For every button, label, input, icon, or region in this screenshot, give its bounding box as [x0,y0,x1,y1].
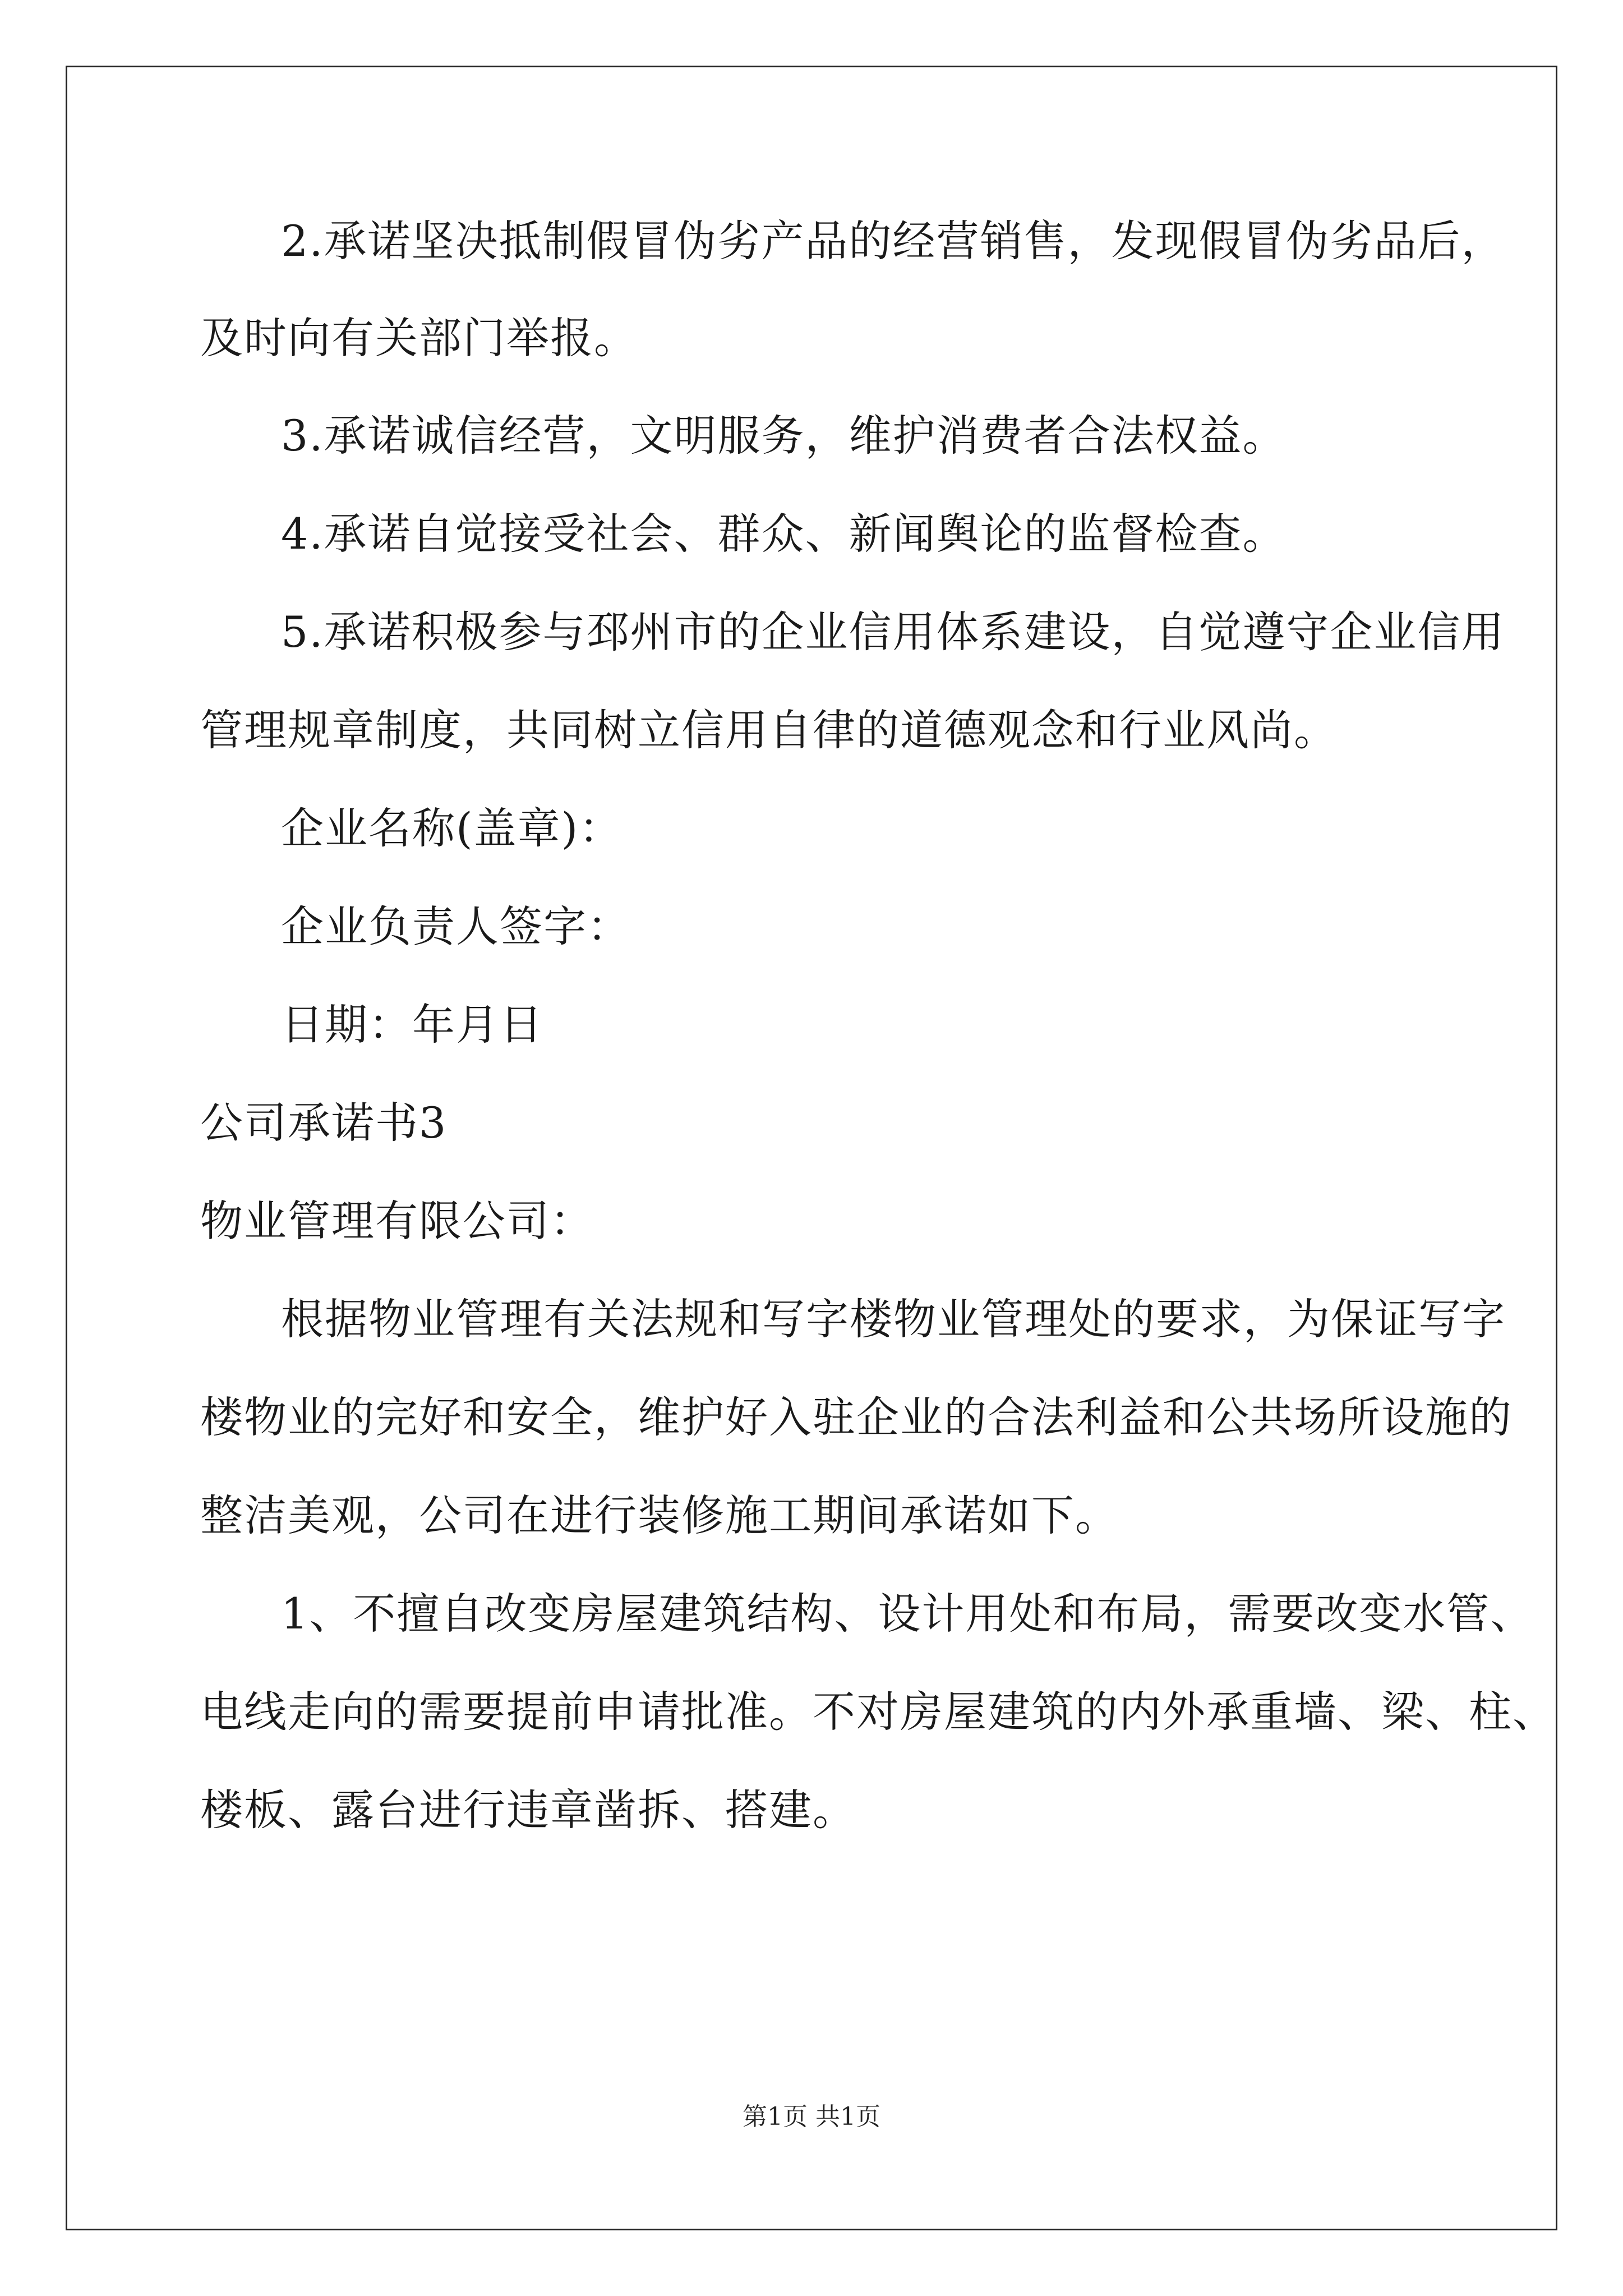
paragraph-line: 楼物业的完好和安全，维护好入驻企业的合法利益和公共场所设施的 [200,1392,1513,1442]
paragraph-line: 2.承诺坚决抵制假冒伪劣产品的经营销售，发现假冒伪劣品后， [281,216,1505,266]
paragraph-line: 管理规章制度，共同树立信用自律的道德观念和行业风尚。 [200,705,1338,755]
paragraph-line: 整洁美观，公司在进行装修施工期间承诺如下。 [200,1490,1119,1540]
paragraph-line: 楼板、露台进行违章凿拆、搭建。 [200,1785,856,1835]
paragraph-line: 5.承诺积极参与邳州市的企业信用体系建设，自觉遵守企业信用 [281,607,1505,657]
paragraph-line: 4.承诺自觉接受社会、群众、新闻舆论的监督检查。 [281,509,1287,559]
paragraph-line: 1、不擅自改变房屋建筑结构、设计用处和布局，需要改变水管、 [281,1589,1534,1639]
company-name-field: 企业名称(盖章)： [281,803,623,853]
signature-field: 企业负责人签字： [281,901,631,951]
paragraph-line: 电线走向的需要提前申请批准。不对房屋建筑的内外承重墙、梁、柱、 [200,1687,1556,1737]
paragraph-line: 根据物业管理有关法规和写字楼物业管理处的要求，为保证写字 [281,1294,1506,1344]
addressee: 物业管理有限公司： [200,1196,594,1246]
section-heading: 公司承诺书3 [200,1098,448,1148]
paragraph-line: 3.承诺诚信经营，文明服务，维护消费者合法权益。 [281,411,1287,461]
page-footer: 第1页 共1页 [743,2102,880,2131]
date-field: 日期：年月日 [281,1000,543,1050]
paragraph-line: 及时向有关部门举报。 [200,313,638,363]
